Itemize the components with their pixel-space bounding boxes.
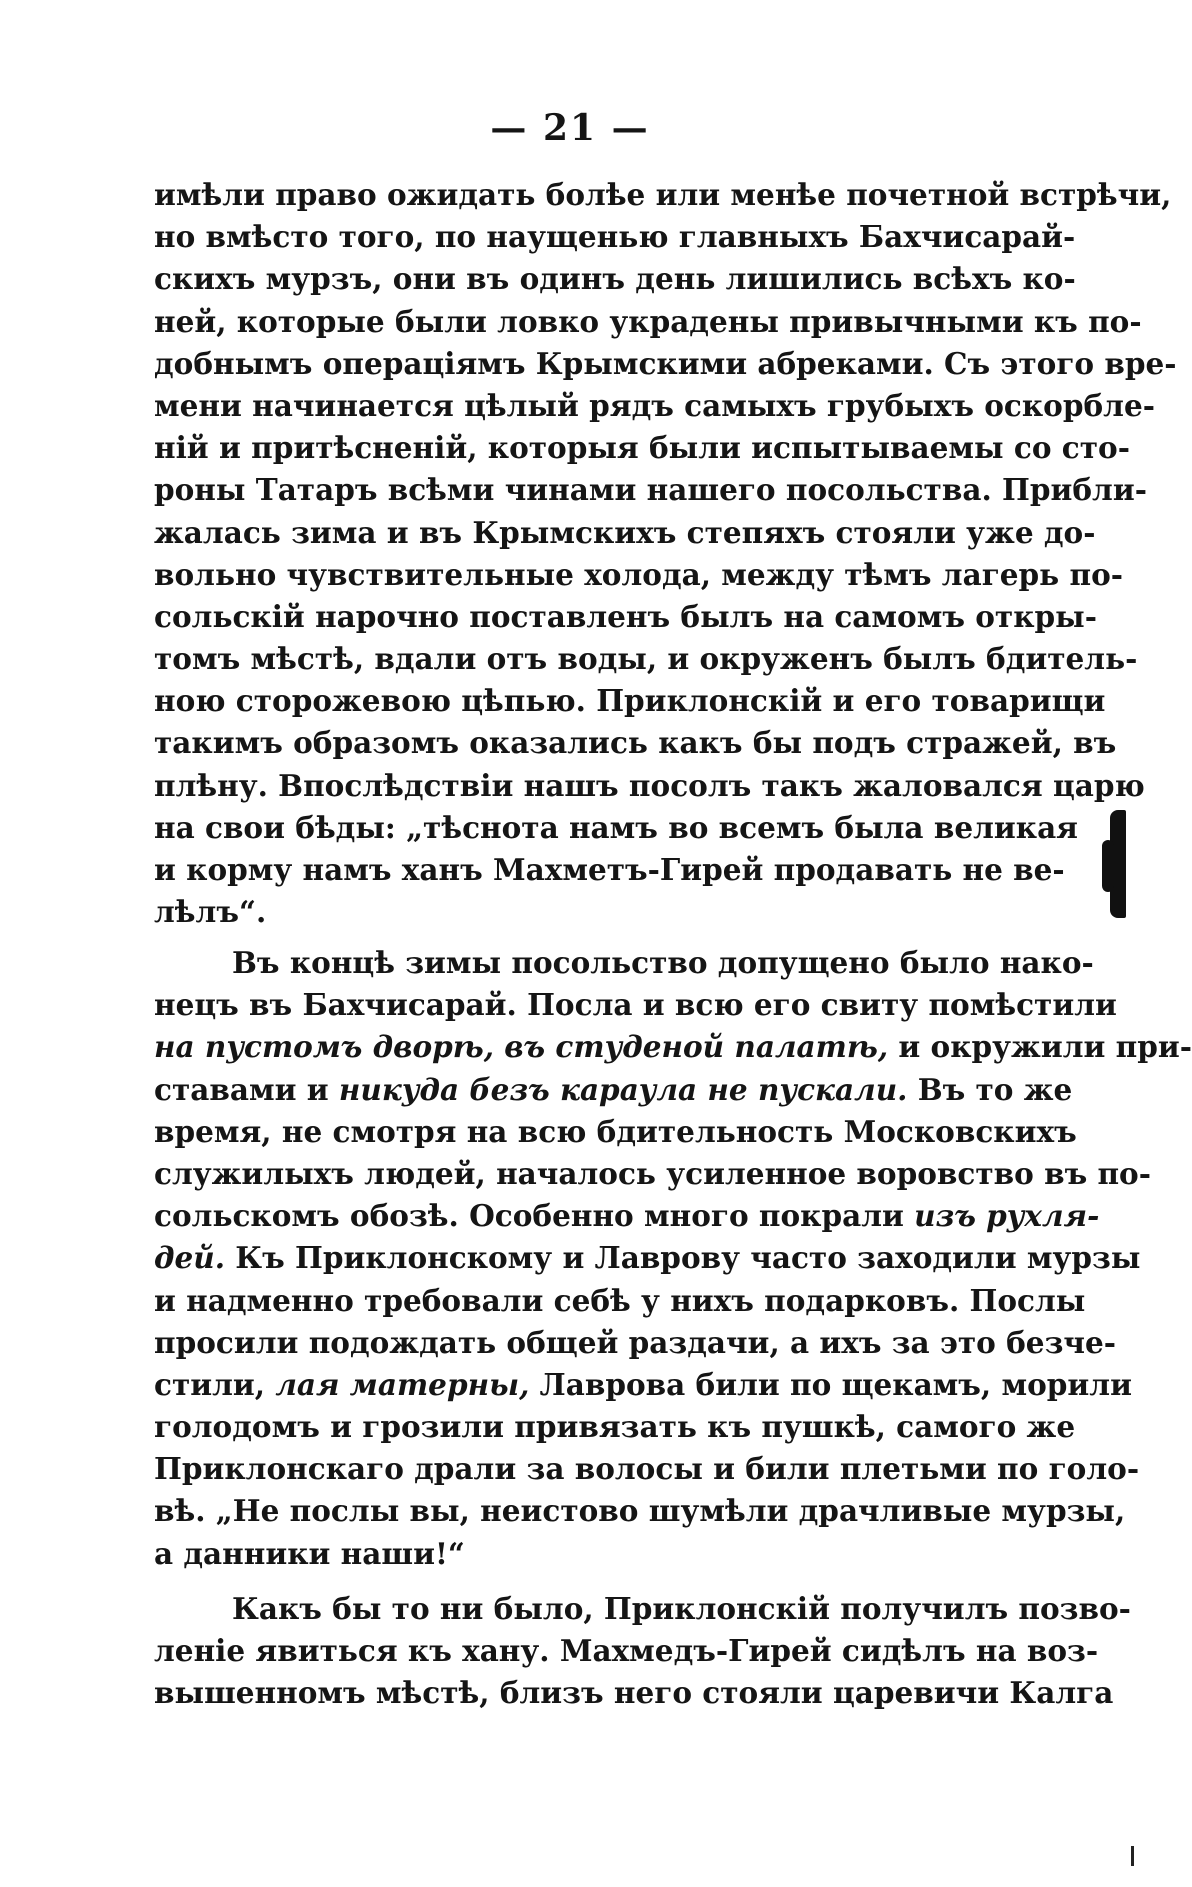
text-line: и надменно требовали себѣ у нихъ подарковъ. Послы: [154, 1282, 1086, 1318]
text-line: голодомъ и грозили привязать къ пушкѣ, самого же: [154, 1409, 1076, 1445]
text-line: лѣлъ“.: [154, 894, 267, 930]
text-line: роны Татаръ всѣми чинами нашего посольства. Прибли-: [154, 472, 1147, 508]
text-line: а данники наши!“: [154, 1535, 465, 1571]
text-span: Къ Приклонскому и Лаврову часто заходили мурзы: [225, 1240, 1141, 1276]
text-line: [154, 1026, 1192, 1068]
text-line: жалась зима и въ Крымскихъ степяхъ стояли уже до-: [154, 514, 1096, 550]
text-line: сольскій нарочно поставленъ былъ на самомъ откры-: [154, 598, 1097, 634]
text-line: леніе явиться къ хану. Махмедъ-Гирей сидѣлъ на воз-: [154, 1633, 1099, 1669]
italic-quote: никуда безъ караула не пускали.: [338, 1071, 908, 1107]
scan-edge-tick: [1131, 1846, 1134, 1866]
italic-quote: изъ рухля-: [914, 1198, 1100, 1234]
text-span: стили,: [154, 1366, 276, 1402]
paragraph-3: [154, 1588, 1131, 1715]
scan-edge-mark: [1110, 810, 1126, 918]
text-line: ней, которые были ловко украдены привычными къ по-: [154, 303, 1142, 339]
text-line: такимъ образомъ оказались какъ бы подъ стражей, въ: [154, 725, 1117, 761]
text-span: сольскомъ обозѣ. Особенно много покрали: [154, 1198, 915, 1234]
text-line: ною сторожевою цѣпью. Приклонскій и его товарищи: [154, 683, 1106, 719]
text-span: ставами и: [154, 1071, 339, 1107]
text-line: ній и притѣсненій, которыя были испытываемы со сто-: [154, 430, 1130, 466]
text-line: [154, 1364, 1132, 1406]
text-line: и корму намъ ханъ Махметъ-Гирей продавать не ве-: [154, 852, 1065, 887]
italic-quote: на пустомъ дворѣ, въ студеной палатѣ,: [154, 1029, 889, 1065]
text-line: плѣну. Впослѣдствіи нашъ посолъ такъ жаловался царю: [154, 767, 1145, 803]
text-span: и окружили при-: [888, 1029, 1192, 1065]
text-line: [154, 1195, 1100, 1237]
text-line: вольно чувствительные холода, между тѣмъ лагерь по-: [154, 556, 1123, 592]
italic-quote: дей.: [154, 1240, 225, 1276]
text-line: Какъ бы то ни было, Приклонскій получилъ позво-: [232, 1591, 1131, 1626]
text-line: Приклонскаго драли за волосы и били плетьми по голо-: [154, 1451, 1140, 1487]
text-line: служилыхъ людей, началось усиленное воровство въ по-: [154, 1155, 1151, 1191]
text-line: добнымъ операціямъ Крымскими абреками. Съ этого вре-: [154, 345, 1177, 381]
italic-quote: лая матерны,: [275, 1366, 530, 1402]
text-line: [154, 1237, 1141, 1279]
text-line: имѣли право ожидать болѣе или менѣе почетной встрѣчи,: [154, 177, 1172, 212]
text-line: просили подождать общей раздачи, а ихъ за это безче-: [154, 1324, 1117, 1360]
paragraph-2: [154, 942, 1192, 1575]
text-line: мени начинается цѣлый рядъ самыхъ грубыхъ оскорбле-: [154, 387, 1155, 423]
text-line: время, не смотря на всю бдительность Московскихъ: [154, 1113, 1077, 1149]
text-line: скихъ мурзъ, они въ одинъ день лишились всѣхъ ко-: [154, 261, 1076, 297]
text-span: Лаврова били по щекамъ, морили: [529, 1366, 1132, 1402]
text-line: но вмѣсто того, по наущенью главныхъ Бахчисарай-: [154, 219, 1076, 255]
text-line: на свои бѣды: „тѣснота намъ во всемъ была великая: [154, 809, 1078, 845]
text-line: Въ концѣ зимы посольство допущено было нако-: [232, 945, 1094, 980]
text-line: вышенномъ мѣстѣ, близъ него стояли царевичи Калга: [154, 1675, 1114, 1711]
text-line: [154, 1069, 1073, 1111]
text-line: нецъ въ Бахчисарай. Посла и всю его свиту помѣстили: [154, 987, 1117, 1023]
paragraph-1: [154, 174, 1177, 933]
text-line: вѣ. „Не послы вы, неистово шумѣли драчливые мурзы,: [154, 1493, 1126, 1529]
text-span: Въ то же: [907, 1071, 1073, 1107]
text-line: томъ мѣстѣ, вдали отъ воды, и окруженъ былъ бдитель-: [154, 641, 1138, 677]
page-number: — 21 —: [490, 107, 650, 149]
